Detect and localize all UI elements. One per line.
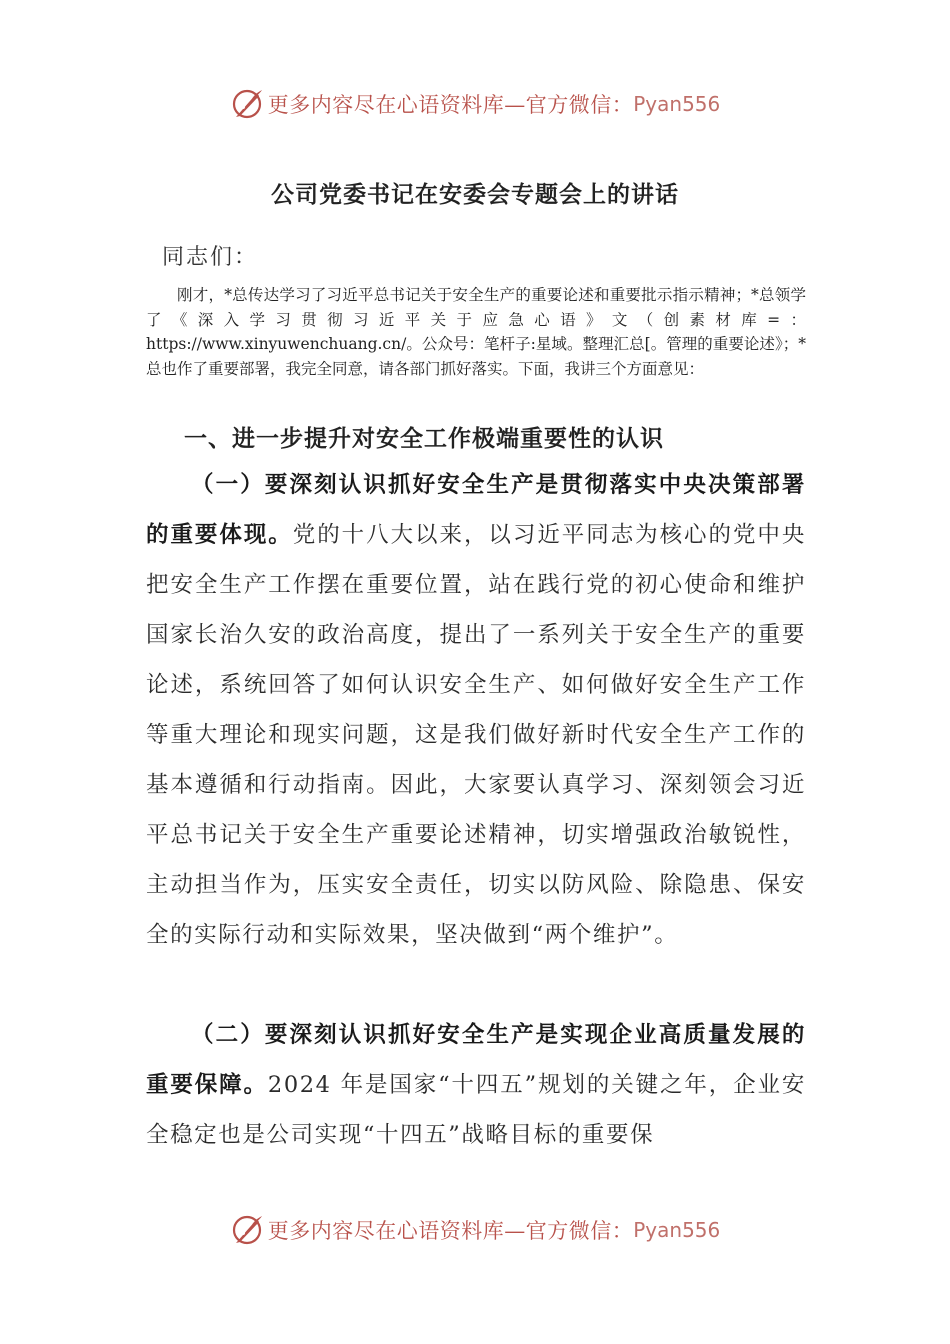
paragraph-2-lead: （二）要深刻认识抓好安全生产是实现企业高质量发展的重要保障。 xyxy=(146,1022,806,1098)
quill-logo-icon xyxy=(230,87,264,121)
body-paragraph-1 xyxy=(146,460,806,960)
watermark-text: 更多内容尽在心语资料库—官方微信： xyxy=(267,1219,634,1243)
body-paragraph-2 xyxy=(146,1010,806,1160)
salutation: 同志们： xyxy=(162,245,259,270)
document-title: 公司党委书记在安委会专题会上的讲话 xyxy=(271,181,679,208)
section-heading-1: 一、进一步提升对安全工作极端重要性的认识 xyxy=(184,425,664,452)
watermark-text: 更多内容尽在心语资料库—官方微信： xyxy=(267,93,634,117)
watermark-wechat-id: Pyan556 xyxy=(633,92,721,116)
watermark-banner-top xyxy=(0,84,950,124)
watermark-banner-bottom xyxy=(0,1210,950,1250)
intro-paragraph: 刚才，*总传达学习了习近平总书记关于安全生产的重要论述和重要批示指示精神；*总领学了《深入学习贯彻习近平关于应急心语》文（创素材库=：https://www.xinyuwenchuang.cn/。公众号：笔杆子:星域。整理汇总[。管理的重要论述》；*总也作了重要部署，我完全同意，请各部门抓好落实。下面，我讲三个方面意见： xyxy=(146,286,806,378)
paragraph-1-body: 党的十八大以来，以习近平同志为核心的党中央把安全生产工作摆在重要位置，站在践行党的初心使命和维护国家长治久安的政治高度，提出了一系列关于安全生产的重要论述，系统回答了如何认识安全生产、如何做好安全生产工作等重大理论和现实问题，这是我们做好新时代安全生产工作的基本遵循和行动指南。因此，大家要认真学习、深刻领会习近平总书记关于安全生产重要论述精神，切实增强政治敏锐性，主动担当作为，压实安全责任，切实以防风险、除隐患、保安全的实际行动和实际效果，坚决做到“两个维护”。 xyxy=(146,522,806,948)
watermark-wechat-id: Pyan556 xyxy=(633,1218,721,1242)
quill-logo-icon xyxy=(230,1213,264,1247)
paragraph-1-lead: （一）要深刻认识抓好安全生产是贯彻落实中央决策部署的重要体现。 xyxy=(146,472,806,548)
paragraph-2-body: 2024 年是国家“十四五”规划的关键之年，企业安全稳定也是公司实现“十四五”战略目标的重要保 xyxy=(146,1072,806,1148)
